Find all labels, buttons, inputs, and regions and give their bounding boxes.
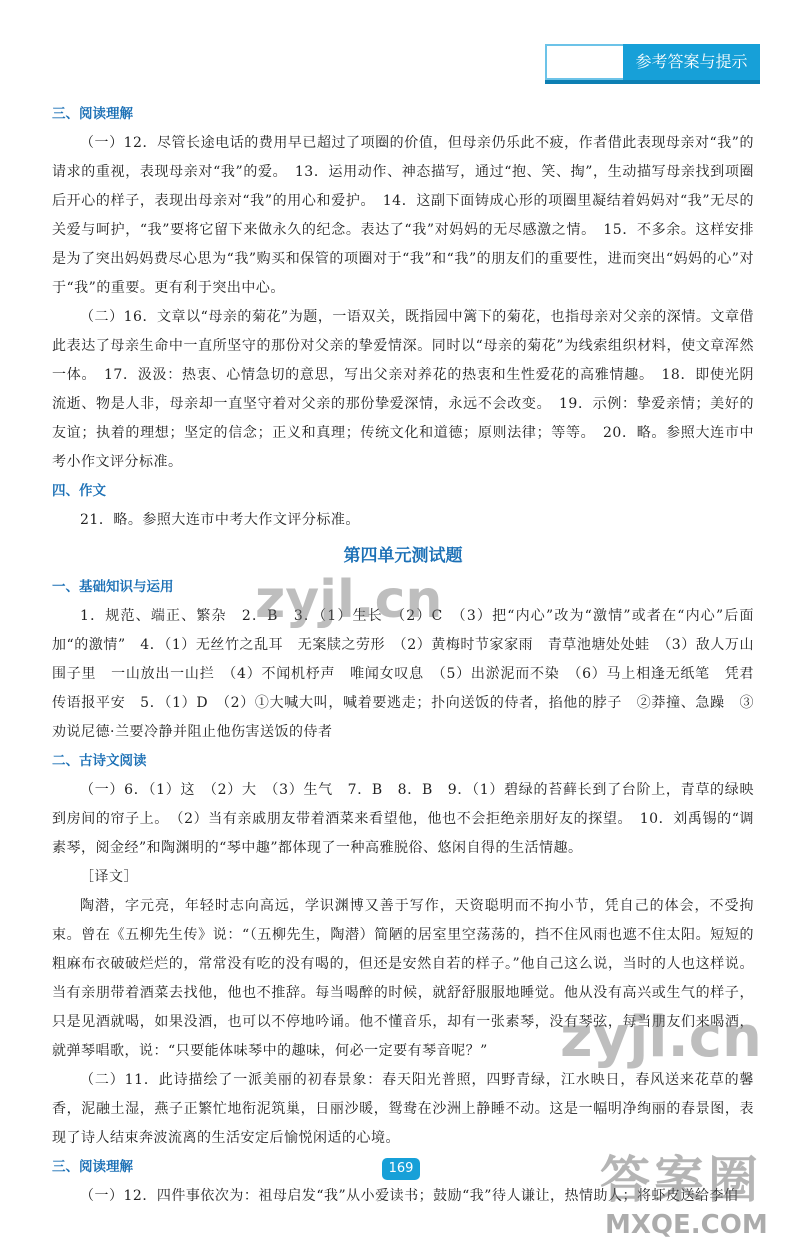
section-heading: 四、作文	[52, 483, 106, 499]
answer-paragraph: （二）16．文章以“母亲的菊花”为题，一语双关，既指园中篱下的菊花，也指母亲对父亲的深情。文章借此表达了母亲生命中一直所坚守的那份对父亲的挚爱情深。同时以“母亲的菊花”为线索组织材料，使文章浑然一体。 17．汲汲：热衷、心情急切的意思，写出父亲对养花的热衷和生性爱花的高雅情趣。 18．即使光阴流逝、物是人非，母亲却一直坚守着对父亲的那份挚爱深情，永远不会改变。 19．示例：挚爱亲情；美好的友谊；执着的理想；坚定的信念；正义和真理；传统文化和道德；原则法律；等等。 20．略。参照大连市中考小作文评分标准。	[52, 309, 754, 470]
unit-title: 第四单元测试题	[343, 546, 463, 566]
header-label: 参考答案与提示	[635, 52, 748, 71]
section-heading: 三、阅读理解	[52, 1159, 133, 1175]
answer-paragraph: 21．略。参照大连市中考大作文评分标准。	[80, 512, 360, 528]
section-heading: 三、阅读理解	[52, 106, 133, 122]
answer-paragraph: 1．规范、端正、繁杂 2．B 3．（1）生长 （2）C （3）把“内心”改为“激情”或者在“内心”后面加“的激情” 4．（1）无丝竹之乱耳 无案牍之劳形 （2）黄梅时节家家雨 青草池塘处处蛙 （3）敌人万山围子里 一山放出一山拦 （4）不闻机杼声 唯闻女叹息 （5）出淤泥而不染 （6）马上相逢无纸笔 凭君传语报平安 5．（1）D （2）①大喊大叫，喊着要逃走；扑向送饭的侍者，掐他的脖子 ②莽撞、急躁 ③劝说尼德·兰要冷静并阻止他伤害送饭的侍者	[52, 608, 754, 740]
answer-paragraph: （二）11．此诗描绘了一派美丽的初春景象：春天阳光普照，四野青绿，江水映日，春风送来花草的馨香，泥融土湿，燕子正繁忙地衔泥筑巢，日丽沙暖，鸳鸯在沙洲上静睡不动。这是一幅明净绚丽的春景图，表现了诗人结束奔波流离的生活安定后愉悦闲适的心境。	[52, 1072, 754, 1146]
watermark-logo: 答案圈	[600, 1151, 762, 1209]
watermark-text: zyjl.cn	[255, 570, 443, 630]
answer-paragraph: （一）12．尽管长途电话的费用早已超过了项圈的价值，但母亲仍乐此不疲，作者借此表现母亲对“我”的请求的重视，表现母亲对“我”的爱。 13．运用动作、神态描写，通过“抱、笑、掏”，生动描写母亲找到项圈后开心的样子，表现出母亲对“我”的用心和爱护。 14．这副下面铸成心形的项圈里凝结着妈妈对“我”无尽的关爱与呵护，“我”要将它留下来做永久的纪念。表达了“我”对妈妈的无尽感激之情。 15．不多余。这样安排是为了突出妈妈费尽心思为“我”购买和保管的项圈对于“我”和“我”的朋友们的重要性，进而突出“妈妈的心”对于“我”的重要。更有利于突出中心。	[52, 135, 754, 296]
answer-paragraph: （一）6．（1）这 （2）大 （3）生气 7．B 8．B 9．（1）碧绿的苔藓长到了台阶上，青草的绿映到房间的帘子上。 （2）当有亲戚朋友带着酒菜来看望他，他也不会拒绝亲朋好友的探望。 10．刘禹锡的“调素琴，阅金经”和陶渊明的“琴中趣”都体现了一种高雅脱俗、悠闲自得的生活情趣。	[52, 782, 754, 856]
translation-paragraph: 陶潜，字元亮，年轻时志向高远，学识渊博又善于写作，天资聪明而不拘小节，凭自己的体会，不受拘束。曾在《五柳先生传》说：“（五柳先生，陶潜）简陋的居室里空荡荡的，挡不住风雨也遮不住太阳。短短的粗麻布衣破破烂烂的，常常没有吃的没有喝的，但还是安然自若的样子。”他自己这么说，当时的人也这样说。当有亲朋带着酒菜去找他，他也不推辞。每当喝醉的时候，就舒舒服服地睡觉。他从没有高兴或生气的样子，只是见酒就喝，如果没酒，也可以不停地吟诵。他不懂音乐，却有一张素琴，没有琴弦，每当朋友们来喝酒，就弹琴唱歌，说：“只要能体味琴中的趣味，何必一定要有琴音呢？”	[52, 898, 754, 1059]
section-heading: 一、基础知识与运用	[52, 579, 174, 595]
watermark-site: MXQE.COM	[605, 1210, 768, 1240]
watermark-text: zyjl.cn	[560, 1005, 762, 1070]
section-heading: 二、古诗文阅读	[52, 753, 147, 769]
answer-paragraph: （一）12．四件事依次为：祖母启发“我”从小爱读书；鼓励“我”待人谦让，热情助人；将虾皮送给李伯	[80, 1188, 739, 1204]
header-underline	[545, 80, 760, 84]
header-tab	[545, 44, 760, 82]
page-number: 169	[382, 1158, 420, 1180]
page-content	[52, 100, 754, 1211]
translation-label: ［译文］	[80, 869, 138, 885]
